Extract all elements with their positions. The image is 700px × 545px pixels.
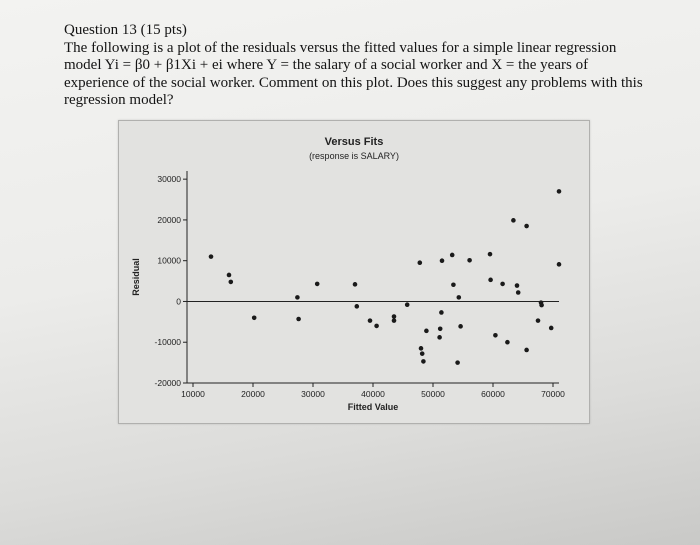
residual-plot [119, 121, 589, 423]
data-point [488, 278, 493, 283]
data-point [355, 304, 360, 309]
chart-subtitle: (response is SALARY) [309, 151, 399, 161]
data-point [438, 326, 443, 331]
data-point [524, 224, 529, 229]
data-point [296, 317, 301, 322]
data-point [539, 300, 544, 305]
bleed-through-texture [0, 440, 700, 545]
data-point [392, 318, 397, 323]
data-point [439, 310, 444, 315]
y-tick-label: -10000 [154, 337, 181, 348]
data-point [419, 346, 424, 351]
data-point [209, 254, 214, 259]
data-point [557, 189, 562, 194]
data-point [229, 280, 234, 285]
x-tick-label: 30000 [301, 389, 325, 399]
data-point [455, 360, 460, 365]
data-point [420, 351, 425, 356]
data-point [421, 359, 426, 364]
data-point [515, 283, 520, 288]
data-point [524, 348, 529, 353]
data-point [295, 295, 300, 300]
data-point [405, 302, 410, 307]
y-axis-label: Residual [131, 258, 141, 296]
data-point [451, 282, 456, 287]
data-point [353, 282, 358, 287]
residual-plot-frame [118, 120, 590, 424]
data-point [549, 326, 554, 331]
data-point [557, 262, 562, 267]
x-tick-label: 60000 [481, 389, 505, 399]
data-point [374, 324, 379, 329]
data-point [488, 252, 493, 257]
data-point [500, 282, 505, 287]
x-tick-label: 20000 [241, 389, 265, 399]
y-tick-label: 0 [176, 296, 181, 307]
question-line-4: regression model? [64, 92, 174, 108]
data-point [368, 318, 373, 323]
data-point [467, 258, 472, 263]
y-tick-label: 30000 [157, 174, 181, 185]
data-point [536, 318, 541, 323]
data-point [392, 314, 397, 319]
question-title: Question 13 (15 pts) [64, 22, 187, 38]
x-tick-label: 70000 [541, 389, 565, 399]
x-tick-label: 10000 [181, 389, 205, 399]
data-point [227, 273, 232, 278]
data-point [315, 282, 320, 287]
data-point [424, 329, 429, 334]
question-line-2: model Yi = β0 + β1Xi + ei where Y = the salary of a social worker and X = the years of [64, 57, 589, 73]
data-point [440, 258, 445, 263]
question-line-3: experience of the social worker. Comment on this plot. Does this suggest any problems with this [64, 74, 643, 91]
x-tick-label: 50000 [421, 389, 445, 399]
data-point [511, 218, 516, 223]
y-tick-label: 10000 [157, 255, 181, 266]
question-block [64, 22, 664, 110]
data-point [450, 253, 455, 258]
data-point [516, 290, 521, 295]
chart-title: Versus Fits [324, 136, 384, 148]
data-point [505, 340, 510, 345]
question-line-1: The following is a plot of the residuals versus the fitted values for a simple linear regression [64, 39, 617, 56]
data-point [252, 315, 257, 320]
y-tick-label: -20000 [154, 378, 181, 388]
data-point [418, 260, 423, 265]
data-point [493, 333, 498, 338]
data-point [457, 295, 462, 300]
x-tick-label: 40000 [361, 389, 385, 399]
y-tick-label: 20000 [157, 214, 181, 225]
data-point [458, 324, 463, 329]
x-axis-label: Fitted Value [347, 402, 399, 412]
data-point [437, 335, 442, 340]
